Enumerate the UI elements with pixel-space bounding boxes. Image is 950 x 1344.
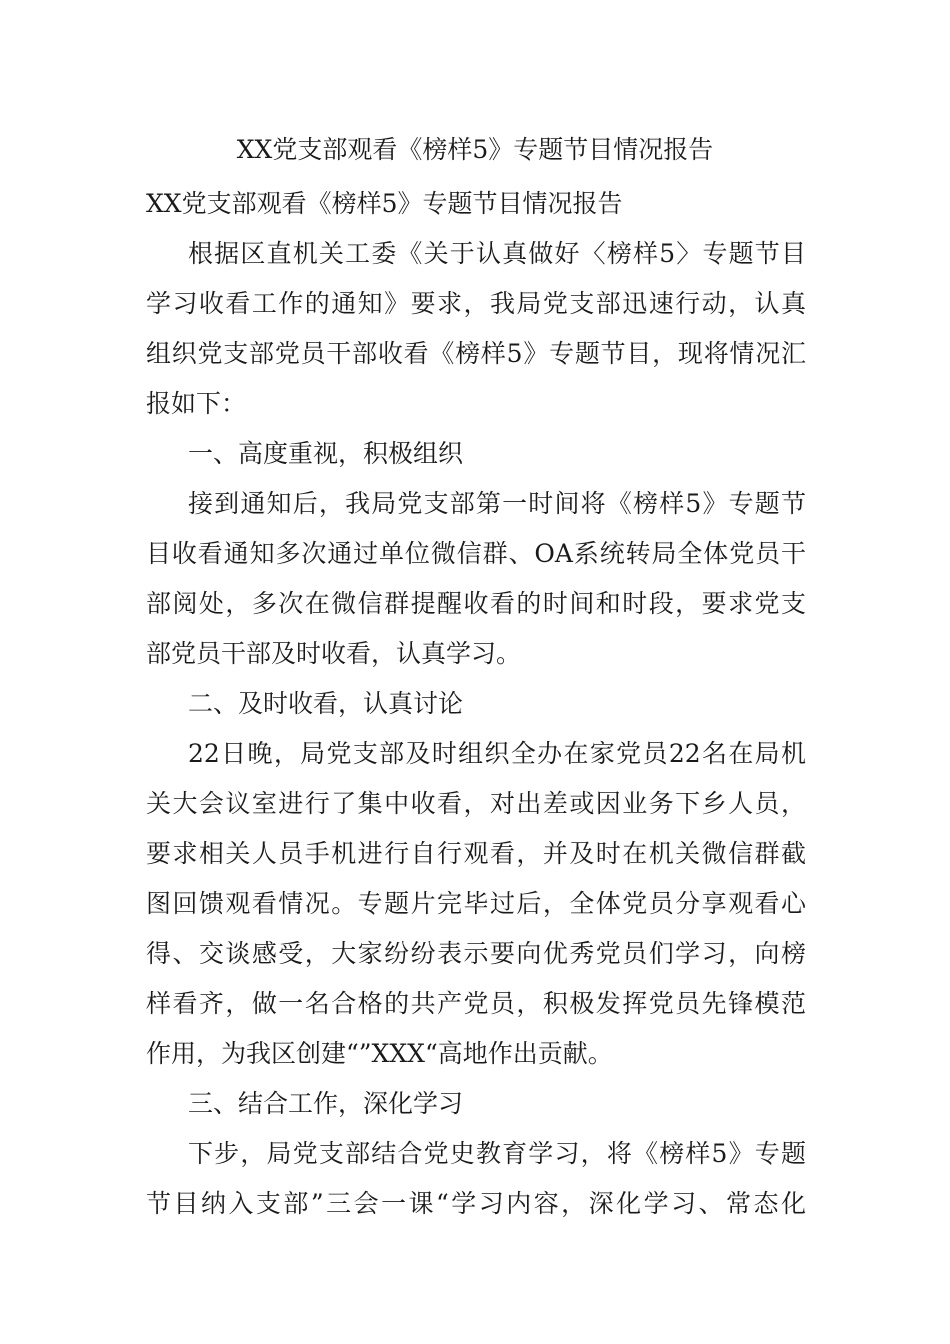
paragraph-line: 目收看通知多次通过单位微信群、OA系统转局全体党员干 bbox=[146, 539, 806, 568]
paragraph-line: 部阅处，多次在微信群提醒收看的时间和时段，要求党支 bbox=[146, 589, 806, 618]
intro-paragraph bbox=[146, 229, 806, 429]
paragraph-line: 报如下： bbox=[146, 389, 247, 418]
section-paragraph bbox=[146, 479, 806, 679]
paragraph-line: 学习收看工作的通知》要求，我局党支部迅速行动，认真 bbox=[146, 289, 806, 318]
heading-line: 三、结合工作，深化学习 bbox=[188, 1089, 464, 1118]
paragraph-line: 接到通知后，我局党支部第一时间将《榜样5》专题节 bbox=[188, 489, 806, 518]
section-heading bbox=[146, 1079, 806, 1129]
paragraph-line: 下步，局党支部结合党史教育学习，将《榜样5》专题 bbox=[188, 1139, 806, 1168]
heading-line: 二、及时收看，认真讨论 bbox=[188, 689, 464, 718]
paragraph-line: 图回馈观看情况。专题片完毕过后，全体党员分享观看心 bbox=[146, 889, 806, 918]
paragraph-line: 节目纳入支部”三会一课“学习内容，深化学习、常态化 bbox=[146, 1189, 806, 1218]
document-body bbox=[146, 179, 806, 1229]
paragraph-line: 关大会议室进行了集中收看，对出差或因业务下乡人员， bbox=[146, 789, 806, 818]
paragraph-line: 作用，为我区创建“”XXX“高地作出贡献。 bbox=[146, 1039, 613, 1068]
section-heading bbox=[146, 429, 806, 479]
section-paragraph bbox=[146, 729, 806, 1079]
subtitle-paragraph bbox=[146, 179, 806, 229]
paragraph-line: 22日晚，局党支部及时组织全办在家党员22名在局机 bbox=[188, 739, 806, 768]
paragraph-line: XX党支部观看《榜样5》专题节目情况报告 bbox=[146, 189, 623, 218]
paragraph-line: 组织党支部党员干部收看《榜样5》专题节目，现将情况汇 bbox=[146, 339, 806, 368]
paragraph-line: 样看齐，做一名合格的共产党员，积极发挥党员先锋模范 bbox=[146, 989, 806, 1018]
section-paragraph bbox=[146, 1129, 806, 1229]
paragraph-line: 要求相关人员手机进行自行观看，并及时在机关微信群截 bbox=[146, 839, 806, 868]
paragraph-line: 部党员干部及时收看，认真学习。 bbox=[146, 639, 522, 668]
section-heading bbox=[146, 679, 806, 729]
paragraph-line: 根据区直机关工委《关于认真做好〈榜样5〉专题节目 bbox=[188, 239, 806, 268]
heading-line: 一、高度重视，积极组织 bbox=[188, 439, 464, 468]
paragraph-line: 得、交谈感受，大家纷纷表示要向优秀党员们学习，向榜 bbox=[146, 939, 806, 968]
document-title: XX党支部观看《榜样5》专题节目情况报告 bbox=[236, 135, 714, 164]
